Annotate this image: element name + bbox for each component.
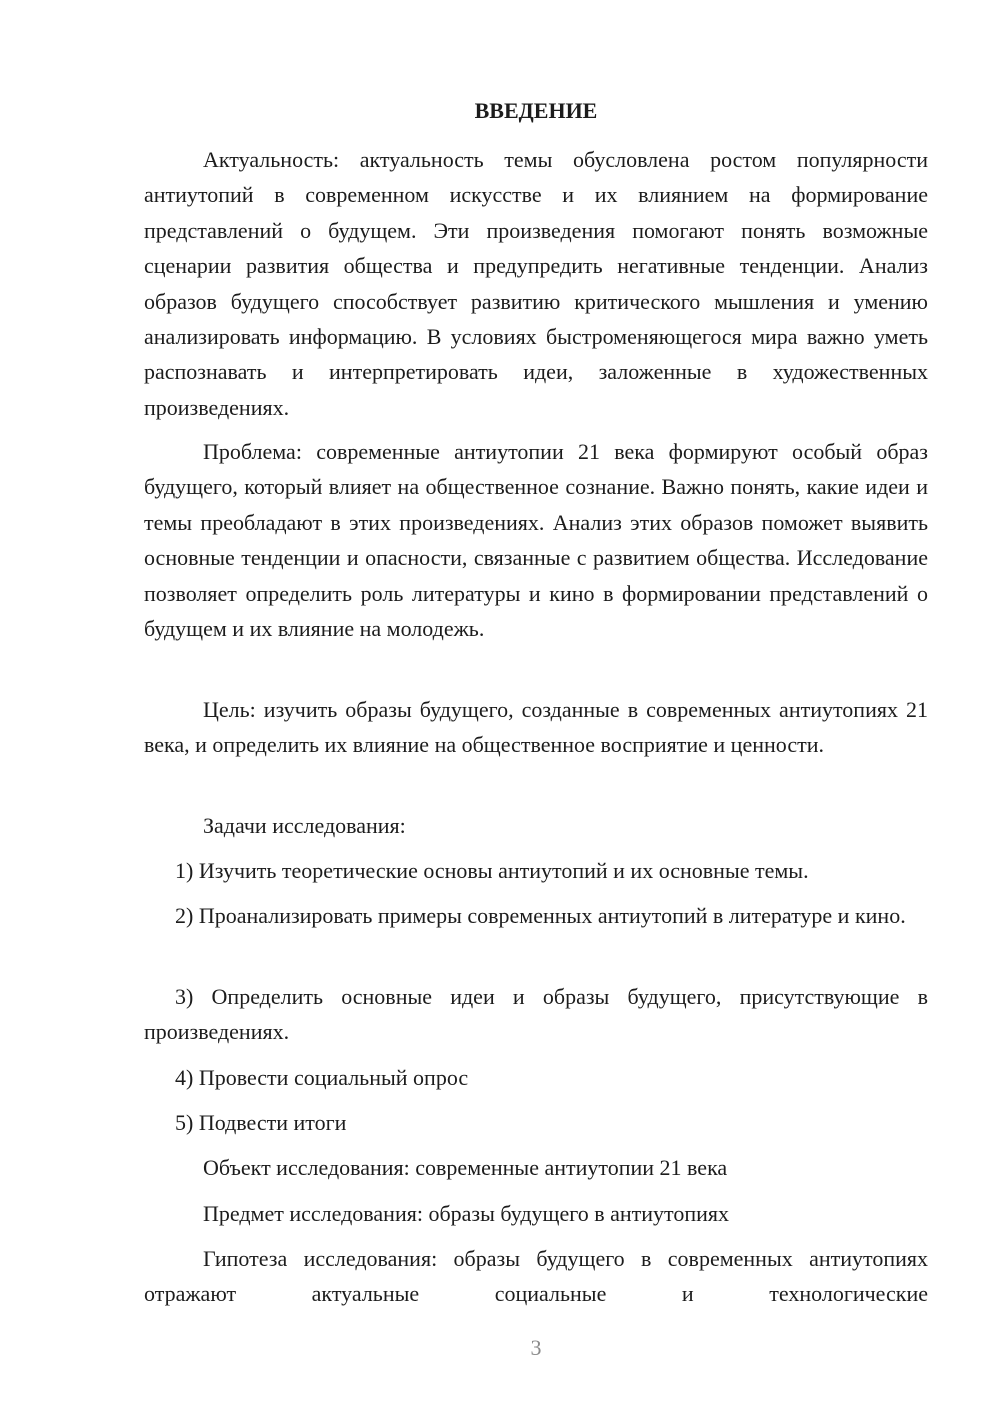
task-item-5: 5) Подвести итоги bbox=[175, 1110, 347, 1135]
hypothesis-block bbox=[144, 1241, 928, 1312]
tasks-heading-block bbox=[144, 808, 928, 843]
relevance-block bbox=[144, 142, 928, 425]
relevance-paragraph: Актуальность: актуальность темы обусловлена ростом популярности антиутопий в современном искусстве и их влиянием на формирование представлений о будущем. Эти произведения помогают понять возможные сценарии развития общества и предупредить негативные тенденции. Анализ образов будущего способствует развитию критического мышления и умению анализировать информацию. В условиях быстроменяющегося мира важно уметь распознавать и интерпретировать идеи, заложенные в художественных произведениях. bbox=[144, 147, 928, 420]
subject-paragraph: Предмет исследования: образы будущего в антиутопиях bbox=[203, 1201, 730, 1226]
hypothesis-paragraph: Гипотеза исследования: образы будущего в современных антиутопиях отражают актуальные социальные и технологические bbox=[144, 1246, 928, 1307]
tasks-heading: Задачи исследования: bbox=[203, 813, 406, 838]
task-item-2: 2) Проанализировать примеры современных антиутопий в литературе и кино. bbox=[175, 903, 906, 928]
object-paragraph: Объект исследования: современные антиутопии 21 века bbox=[203, 1155, 728, 1180]
problem-block bbox=[144, 434, 928, 646]
task-5-block bbox=[144, 1105, 928, 1140]
task-3-block bbox=[144, 979, 928, 1050]
section-heading: ВВЕДЕНИЕ bbox=[474, 98, 598, 123]
task-2-block bbox=[144, 898, 928, 933]
goal-paragraph: Цель: изучить образы будущего, созданные в современных антиутопиях 21 века, и определить их влияние на общественное восприятие и ценности. bbox=[144, 697, 928, 758]
task-item-3: 3) Определить основные идеи и образы будущего, присутствующие в произведениях. bbox=[144, 984, 928, 1045]
task-item-4: 4) Провести социальный опрос bbox=[175, 1065, 469, 1090]
subject-block bbox=[144, 1196, 928, 1231]
task-1-block bbox=[144, 853, 928, 888]
goal-block bbox=[144, 692, 928, 763]
task-4-block bbox=[144, 1060, 928, 1095]
problem-paragraph: Проблема: современные антиутопии 21 века формируют особый образ будущего, который влияет на общественное сознание. Важно понять, какие идеи и темы преобладают в этих произведениях. Анализ этих образов поможет выявить основные тенденции и опасности, связанные с развитием общества. Исследование позволяет определить роль литературы и кино в формировании представлений о будущем и их влияние на молодежь. bbox=[144, 439, 928, 642]
task-item-1: 1) Изучить теоретические основы антиутопий и их основные темы. bbox=[175, 858, 809, 883]
object-block bbox=[144, 1150, 928, 1185]
page-number: 3 bbox=[530, 1335, 542, 1360]
